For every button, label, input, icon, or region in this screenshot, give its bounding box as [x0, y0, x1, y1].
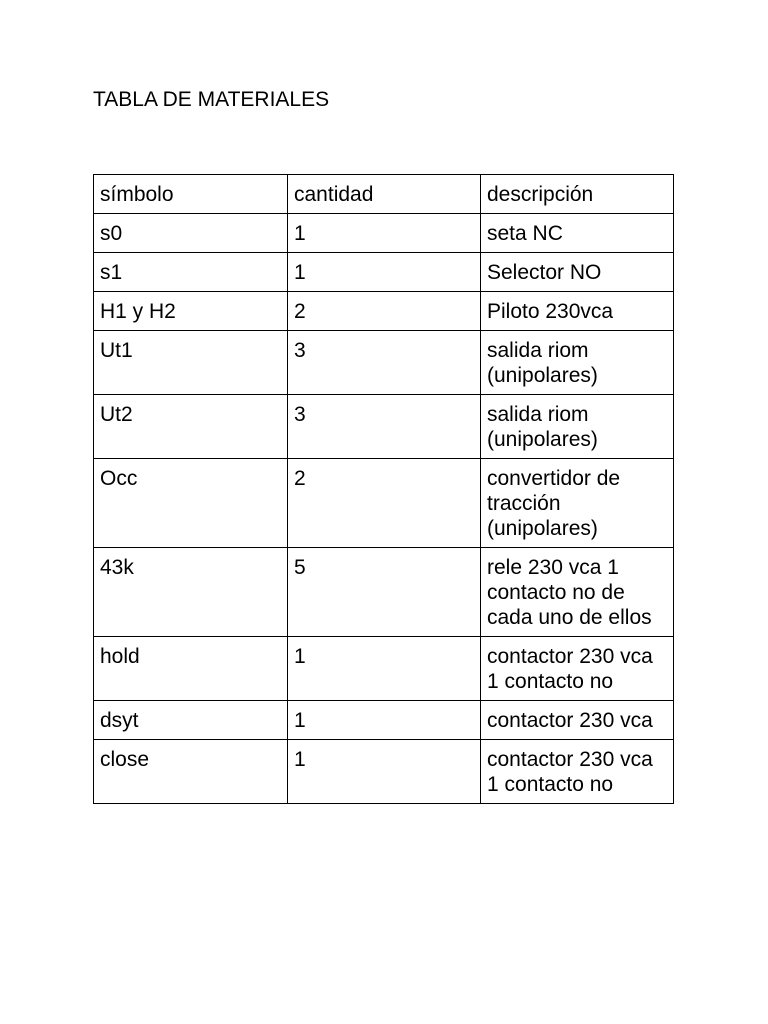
- cell-quantity: 1: [288, 253, 481, 292]
- cell-description: seta NC: [481, 214, 674, 253]
- cell-quantity: 1: [288, 637, 481, 701]
- cell-description: Piloto 230vca: [481, 292, 674, 331]
- table-row: [94, 548, 674, 637]
- table-row: [94, 214, 674, 253]
- table-row: [94, 637, 674, 701]
- cell-symbol: Ut1: [94, 331, 288, 395]
- cell-quantity: 2: [288, 292, 481, 331]
- cell-quantity: 1: [288, 214, 481, 253]
- cell-quantity: 2: [288, 459, 481, 548]
- cell-description: salida riom (unipolares): [481, 331, 674, 395]
- cell-symbol: s1: [94, 253, 288, 292]
- cell-description: contactor 230 vca 1 contacto no: [481, 740, 674, 804]
- cell-description: convertidor de tracción (unipolares): [481, 459, 674, 548]
- page-title: TABLA DE MATERIALES: [93, 88, 330, 111]
- cell-symbol: dsyt: [94, 701, 288, 740]
- cell-symbol: H1 y H2: [94, 292, 288, 331]
- header-description: descripción: [481, 175, 674, 214]
- cell-quantity: 5: [288, 548, 481, 637]
- header-symbol: símbolo: [94, 175, 288, 214]
- cell-description: contactor 230 vca 1 contacto no: [481, 637, 674, 701]
- cell-description: Selector NO: [481, 253, 674, 292]
- cell-symbol: Ut2: [94, 395, 288, 459]
- cell-quantity: 3: [288, 331, 481, 395]
- cell-symbol: 43k: [94, 548, 288, 637]
- table-row: [94, 292, 674, 331]
- cell-quantity: 3: [288, 395, 481, 459]
- table-row: [94, 395, 674, 459]
- cell-quantity: 1: [288, 740, 481, 804]
- cell-symbol: Occ: [94, 459, 288, 548]
- table-row: [94, 740, 674, 804]
- materials-table: [93, 174, 674, 804]
- table-header-row: [94, 175, 674, 214]
- cell-symbol: s0: [94, 214, 288, 253]
- cell-symbol: close: [94, 740, 288, 804]
- table-row: [94, 331, 674, 395]
- table-row: [94, 701, 674, 740]
- cell-description: rele 230 vca 1 contacto no de cada uno de ellos: [481, 548, 674, 637]
- table-row: [94, 253, 674, 292]
- cell-description: salida riom (unipolares): [481, 395, 674, 459]
- cell-symbol: hold: [94, 637, 288, 701]
- header-quantity: cantidad: [288, 175, 481, 214]
- table-row: [94, 459, 674, 548]
- cell-quantity: 1: [288, 701, 481, 740]
- cell-description: contactor 230 vca: [481, 701, 674, 740]
